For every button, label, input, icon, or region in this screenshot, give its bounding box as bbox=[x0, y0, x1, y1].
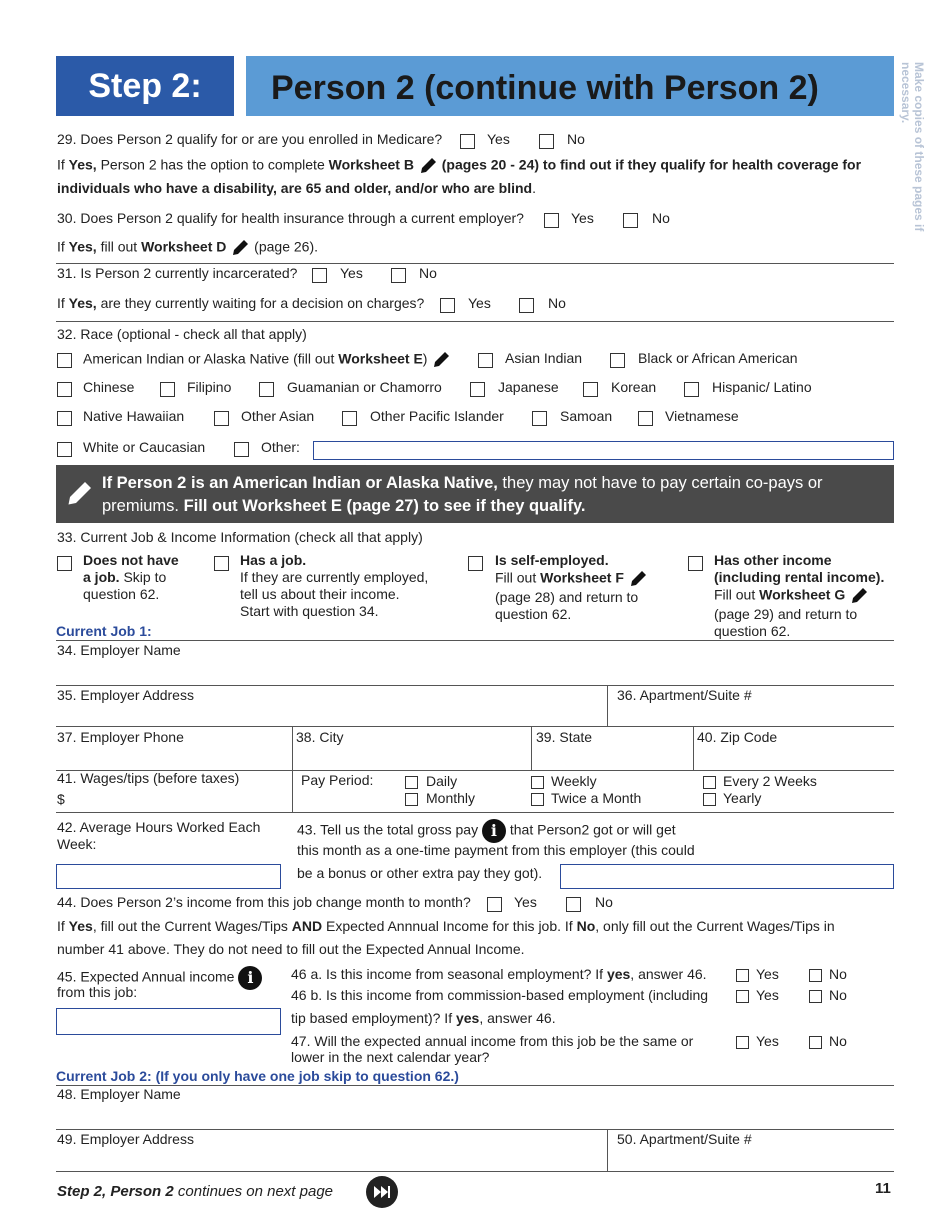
employer2-address-label[interactable]: 49. Employer Address bbox=[57, 1131, 194, 1147]
q46b-text-2: tip based employment)? If yes, answer 46. bbox=[291, 1010, 556, 1026]
q29-no-label: No bbox=[567, 131, 585, 147]
hours-input[interactable] bbox=[56, 864, 281, 889]
divider bbox=[56, 812, 894, 813]
q46a-no-label: No bbox=[829, 966, 847, 982]
pay-period-label: Pay Period: bbox=[301, 772, 374, 788]
footer-text: Step 2, Person 2 continues on next page bbox=[57, 1183, 334, 1200]
q31-no-checkbox[interactable] bbox=[391, 268, 406, 283]
q31-no-label: No bbox=[419, 265, 437, 281]
divider bbox=[56, 640, 894, 641]
q44-yes-checkbox[interactable] bbox=[487, 897, 502, 912]
q44-no-checkbox[interactable] bbox=[566, 897, 581, 912]
page-title: Person 2 (continue with Person 2) bbox=[271, 69, 819, 107]
q47-text: 47. Will the expected annual income from this job be the same or lower in the next calendar year? bbox=[291, 1033, 694, 1065]
pay-every-2-weeks-checkbox[interactable] bbox=[703, 776, 716, 789]
pay-weekly-checkbox[interactable] bbox=[531, 776, 544, 789]
employer-name-label[interactable]: 34. Employer Name bbox=[57, 642, 181, 658]
q44-info-1: If Yes, fill out the Current Wages/Tips AND Expected Annnual Income for this job. If No, only fill out the Current Wages/Tips in bbox=[57, 918, 835, 934]
race-white-label: White or Caucasian bbox=[83, 439, 206, 455]
race-other-asian-label: Other Asian bbox=[241, 408, 315, 424]
notice-line-2: premiums. Fill out Worksheet E (page 27) to see if they qualify. bbox=[102, 497, 586, 515]
pay-twice-month-label: Twice a Month bbox=[551, 790, 642, 806]
self-employed-label: Is self-employed. Fill out Worksheet F (page 28) and return to question 62. bbox=[495, 552, 648, 623]
race-white-checkbox[interactable] bbox=[57, 442, 72, 457]
self-employed-checkbox[interactable] bbox=[468, 556, 483, 571]
other-income-checkbox[interactable] bbox=[688, 556, 703, 571]
expected-income-label-2: from this job: bbox=[57, 984, 138, 1000]
pay-twice-month-checkbox[interactable] bbox=[531, 793, 544, 806]
q31-sub-yes-checkbox[interactable] bbox=[440, 298, 455, 313]
race-chinese-checkbox[interactable] bbox=[57, 382, 72, 397]
state-label[interactable]: 39. State bbox=[536, 729, 593, 745]
race-asian-indian-label: Asian Indian bbox=[505, 350, 583, 366]
race-other-asian-checkbox[interactable] bbox=[214, 411, 229, 426]
q46a-yes-checkbox[interactable] bbox=[736, 969, 749, 982]
race-hawaiian-label: Native Hawaiian bbox=[83, 408, 185, 424]
q30-yes-label: Yes bbox=[571, 210, 594, 226]
q31-yes-label: Yes bbox=[340, 265, 363, 281]
race-filipino-checkbox[interactable] bbox=[160, 382, 175, 397]
race-other-label: Other: bbox=[261, 439, 300, 455]
has-job-label: Has a job. If they are currently employed, tell us about their income. Start with question 34. bbox=[240, 552, 429, 619]
q29-yes-checkbox[interactable] bbox=[460, 134, 475, 149]
page-number: 11 bbox=[875, 1180, 891, 1197]
q44-no-label: No bbox=[595, 894, 613, 910]
employer-phone-label[interactable]: 37. Employer Phone bbox=[57, 729, 184, 745]
q44-info-2: number 41 above. They do not need to fill out the Expected Annual Income. bbox=[57, 941, 525, 957]
race-korean-checkbox[interactable] bbox=[583, 382, 598, 397]
q44-text: 44. Does Person 2’s income from this job change month to month? bbox=[57, 894, 471, 910]
pay-yearly-checkbox[interactable] bbox=[703, 793, 716, 806]
q30-info: If Yes, fill out Worksheet D (page 26). bbox=[57, 238, 318, 258]
race-american-indian-checkbox[interactable] bbox=[57, 353, 72, 368]
q46a-yes-label: Yes bbox=[756, 966, 779, 982]
q29-text: 29. Does Person 2 qualify for or are you enrolled in Medicare? bbox=[57, 131, 443, 147]
race-american-indian-label: American Indian or Alaska Native (fill out Worksheet E) bbox=[83, 350, 451, 370]
employer2-name-label[interactable]: 48. Employer Name bbox=[57, 1086, 181, 1102]
race-hispanic-checkbox[interactable] bbox=[684, 382, 699, 397]
q31-sub-no-label: No bbox=[548, 295, 566, 311]
q46b-no-label: No bbox=[829, 987, 847, 1003]
divider bbox=[56, 321, 894, 322]
hours-label: 42. Average Hours Worked Each Week: bbox=[57, 819, 261, 852]
job1-heading: Current Job 1: bbox=[56, 623, 152, 639]
race-asian-indian-checkbox[interactable] bbox=[478, 353, 493, 368]
race-black-label: Black or African American bbox=[638, 350, 798, 366]
divider bbox=[56, 726, 894, 727]
q46b-yes-label: Yes bbox=[756, 987, 779, 1003]
step-label-box bbox=[56, 56, 234, 116]
has-job-checkbox[interactable] bbox=[214, 556, 229, 571]
race-filipino-label: Filipino bbox=[187, 379, 232, 395]
pencil-icon bbox=[64, 479, 94, 509]
q31-sub-no-checkbox[interactable] bbox=[519, 298, 534, 313]
step-label: Step 2: bbox=[88, 67, 202, 105]
q46a-text: 46 a. Is this income from seasonal employment? If yes, answer 46. bbox=[291, 966, 707, 982]
q29-info: If Yes, Person 2 has the option to complete Worksheet B (pages 20 - 24) to find out if they qualify for health coverage for bbox=[57, 156, 861, 176]
pencil-icon bbox=[431, 350, 451, 370]
race-chinese-label: Chinese bbox=[83, 379, 135, 395]
race-pacific-checkbox[interactable] bbox=[342, 411, 357, 426]
pencil-icon bbox=[418, 156, 438, 176]
race-pacific-label: Other Pacific Islander bbox=[370, 408, 504, 424]
q29-no-checkbox[interactable] bbox=[539, 134, 554, 149]
pay-daily-checkbox[interactable] bbox=[405, 776, 418, 789]
divider bbox=[56, 263, 894, 264]
divider bbox=[56, 1085, 894, 1086]
q30-no-checkbox[interactable] bbox=[623, 213, 638, 228]
no-job-label: Does not have a job. Skip to question 62. bbox=[83, 552, 179, 602]
q46b-text: 46 b. Is this income from commission-based employment (including bbox=[291, 987, 709, 1003]
pencil-icon bbox=[849, 586, 869, 606]
info-icon[interactable]: i bbox=[482, 819, 506, 843]
race-black-checkbox[interactable] bbox=[610, 353, 625, 368]
no-job-checkbox[interactable] bbox=[57, 556, 72, 571]
q47-yes-checkbox[interactable] bbox=[736, 1036, 749, 1049]
apartment2-label[interactable]: 50. Apartment/Suite # bbox=[617, 1131, 752, 1147]
pay-daily-label: Daily bbox=[426, 773, 458, 789]
race-samoan-label: Samoan bbox=[560, 408, 613, 424]
wages-label: 41. Wages/tips (before taxes) bbox=[57, 770, 240, 786]
q33-text: 33. Current Job & Income Information (check all that apply) bbox=[57, 529, 423, 545]
pay-every-2-weeks-label: Every 2 Weeks bbox=[723, 773, 817, 789]
info-icon[interactable]: i bbox=[238, 966, 262, 990]
divider bbox=[56, 685, 894, 686]
race-japanese-label: Japanese bbox=[498, 379, 559, 395]
page-title-box bbox=[246, 56, 894, 116]
q31-yes-checkbox[interactable] bbox=[312, 268, 327, 283]
q47-no-checkbox[interactable] bbox=[809, 1036, 822, 1049]
q31-text: 31. Is Person 2 currently incarcerated? bbox=[57, 265, 298, 281]
expected-income-input[interactable] bbox=[56, 1008, 281, 1035]
q29-info-2: individuals who have a disability, are 65 and older, and/or who are blind. bbox=[57, 180, 536, 196]
apartment-label[interactable]: 36. Apartment/Suite # bbox=[617, 687, 752, 703]
q31-sub-text: If Yes, are they currently waiting for a decision on charges? bbox=[57, 295, 425, 311]
race-guamanian-checkbox[interactable] bbox=[259, 382, 274, 397]
notice-box bbox=[56, 465, 894, 523]
divider bbox=[56, 1129, 894, 1130]
q47-no-label: No bbox=[829, 1033, 847, 1049]
q44-yes-label: Yes bbox=[514, 894, 537, 910]
fast-forward-icon[interactable] bbox=[366, 1176, 398, 1208]
pay-weekly-label: Weekly bbox=[551, 773, 597, 789]
pay-monthly-checkbox[interactable] bbox=[405, 793, 418, 806]
gross-pay-label-3: be a bonus or other extra pay they got). bbox=[297, 865, 543, 881]
pencil-icon bbox=[230, 238, 250, 258]
q32-text: 32. Race (optional - check all that apply) bbox=[57, 326, 307, 342]
race-other-checkbox[interactable] bbox=[234, 442, 249, 457]
race-samoan-checkbox[interactable] bbox=[532, 411, 547, 426]
race-other-input[interactable] bbox=[313, 441, 894, 460]
divider bbox=[56, 1171, 894, 1172]
q30-no-label: No bbox=[652, 210, 670, 226]
race-vietnamese-label: Vietnamese bbox=[665, 408, 739, 424]
race-guamanian-label: Guamanian or Chamorro bbox=[287, 379, 442, 395]
race-vietnamese-checkbox[interactable] bbox=[638, 411, 653, 426]
q29-yes-label: Yes bbox=[487, 131, 510, 147]
employer-address-label[interactable]: 35. Employer Address bbox=[57, 687, 194, 703]
q30-yes-checkbox[interactable] bbox=[544, 213, 559, 228]
q46a-no-checkbox[interactable] bbox=[809, 969, 822, 982]
pay-yearly-label: Yearly bbox=[723, 790, 762, 806]
job2-heading: Current Job 2: (If you only have one job skip to question 62.) bbox=[56, 1068, 459, 1084]
race-japanese-checkbox[interactable] bbox=[470, 382, 485, 397]
wages-input[interactable]: $ bbox=[57, 791, 65, 807]
gross-pay-label-1: 43. Tell us the total gross pay i that Person2 got or will get bbox=[297, 819, 676, 843]
other-income-label: Has other income (including rental income). Fill out Worksheet G (page 29) and return to question 62. bbox=[714, 552, 885, 639]
q30-text: 30. Does Person 2 qualify for health insurance through a current employer? bbox=[57, 210, 524, 226]
expected-income-label: 45. Expected Annual income i bbox=[57, 966, 262, 990]
q46b-no-checkbox[interactable] bbox=[809, 990, 822, 1003]
race-hispanic-label: Hispanic/ Latino bbox=[712, 379, 812, 395]
q47-yes-label: Yes bbox=[756, 1033, 779, 1049]
city-label[interactable]: 38. City bbox=[296, 729, 344, 745]
zip-label[interactable]: 40. Zip Code bbox=[697, 729, 778, 745]
gross-pay-input[interactable] bbox=[560, 864, 894, 889]
pay-monthly-label: Monthly bbox=[426, 790, 476, 806]
gross-pay-label-2: this month as a one-time payment from this employer (this could bbox=[297, 842, 695, 858]
notice-line-1: If Person 2 is an American Indian or Alaska Native, they may not have to pay certain co-pays or bbox=[102, 474, 823, 492]
pencil-icon bbox=[628, 569, 648, 589]
race-hawaiian-checkbox[interactable] bbox=[57, 411, 72, 426]
q46b-yes-checkbox[interactable] bbox=[736, 990, 749, 1003]
race-korean-label: Korean bbox=[611, 379, 657, 395]
q31-sub-yes-label: Yes bbox=[468, 295, 491, 311]
side-note: Make copies of these pages if necessary. bbox=[899, 62, 926, 232]
